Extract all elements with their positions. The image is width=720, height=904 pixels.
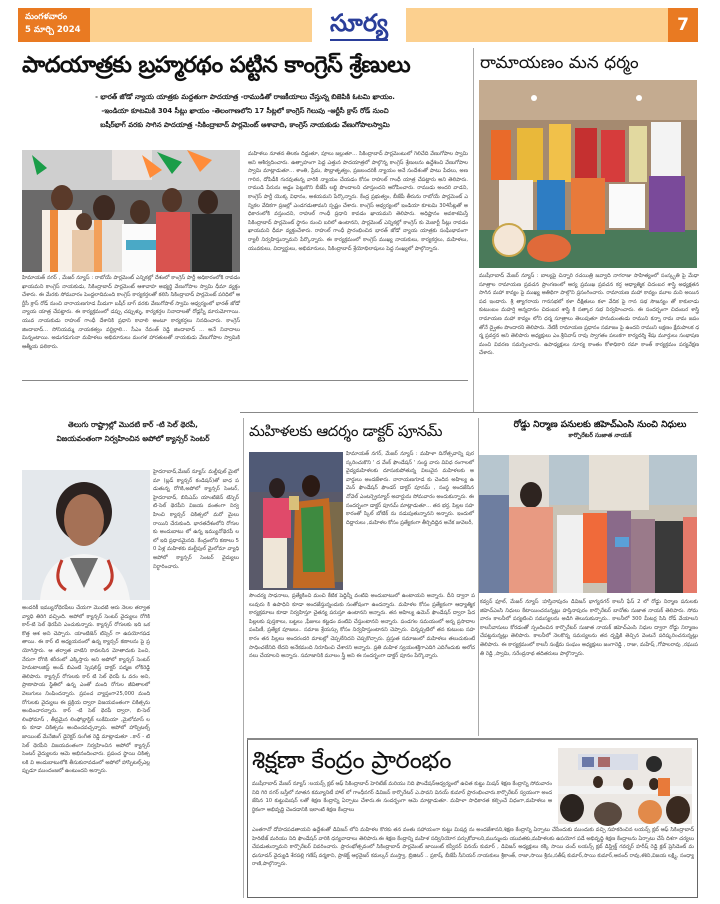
- headline-poonam: మహిళలకు ఆదర్శం డాక్టర్ పూనమ్: [249, 422, 443, 440]
- photo-road-inspection: [479, 455, 697, 593]
- headline-padayatra: పాదయాత్రకు బ్రహ్మరథం పట్టిన కాంగ్రెస్ శ్రేణులు: [22, 52, 411, 78]
- body-training-top: ముషీరాబాద్ మేజర్ న్యూస్ :లయన్స్ క్లబ్ ఆఫ్ సికింద్రాబాద్ హెరిటేజ్ మరియు నిది ఫౌండేషన్ఆధ్వర్యంలో ఉచిత కుట్టు మిషన్ శిక్షణ కేంద్రాన్ని సోమవారం నిది గిరి నగర్ బస్తీలో నూతన కమ్యూనిటీ హాల్ లో గాంధీనగర్ డివిజన్ కార్పొరేటర్ ఎ.పావని వినయ్ కుమార్ ప్రారంభించారు.కార్పొరేటర్ స్వయంగా అందజేసిన 10 కుట్టుమిషన్ లతో శిక్షణ కేంద్రాన్ని ఏర్పాటు చేశారు.ఈ సందర్భంగా ఆమె మాట్లాడుతూ. మహిళా సాధికారత కల్పించే విధంగా,మహిళలు ఆర్థికంగా అభివృద్ధి చెందడానికి ఇలాంటి శిక్షణ కేంద్రాలు: [252, 781, 552, 813]
- headline-training: శిక్షణా కేంద్రం ప్రారంభం: [252, 746, 452, 774]
- column-divider: [473, 48, 474, 412]
- deck-line: బషీర్‌భాగ్ వరకు సాగిన పాదయాత్ర -సికింద్రాబాద్ పార్లమెంట్ ఆశావాది, కాంగ్రెస్ నాయకుడు వేణుగోపాలస్వామి: [100, 121, 390, 129]
- photo-poonam-award: [249, 452, 343, 590]
- weekday: మంగళవారం: [25, 12, 67, 22]
- headline-apollo: [22, 418, 244, 446]
- page-number: 7: [668, 8, 698, 42]
- photo-padayatra-rally: [22, 150, 240, 272]
- deck-line: -ఇండియా కూటమికి 304 సీట్లు ఖాయం -తెలంగాణలోని 17 సీట్లలో కాంగ్రెస్ గెలుపు -ఆర్టీసీ క్రాస్ రోడ్ నుంచి: [101, 107, 389, 115]
- body-training-bottom: ఎంతగానో దోహదపడతాయని ఉద్దేశంతో డివిజన్ లోని మహిళల కొరకు తన వంతు సహాయంగా కుట్టు మిషన్ల ను అందజేశానని,శిక్షణ కేంద్రాన్ని ఏర్పాటు చేసేందుకు ముందుకు వచ్చి సహకరించిన లయన్స్ క్లబ్ ఆఫ్ సికింద్రాబాద్ హెరిటేజ్ మరియు నిది ఫౌండేషన్ వారికి ధన్యవాదాలు తెలిపారు.ఈ శిక్షణ కేంద్రాన్ని మహిళ సద్వినియోగ పర్చుకోవాలని,మున్ముందు యువతకు,మహిళలకు ఉపయోగ పడే అభివృద్ధి శిక్షణ కేంద్రాలను ఏర్పాటు చేసే దిశగా చర్యలు చేపడుతున్నామని కార్పొరేటర్ వివరించారు. ప్రారంభోత్సవంలో సికింద్రాబాద్ పార్లమెంట్ జాయింట్ కన్వీనర్ వినయ్ కుమార్ , డివిజన్ అధ్యక్షులు ఠక్కి సాయి చంద్ లయన్స్ క్లబ్ డిస్ట్రిక్ట్ గవర్నర్ హరీష్ రెడ్డి క్లబ్ ప్రెసిడెంట్ మధుసూదన్ వైద్యుడి శేరపల్లి గణేష్ వర్మకాని, ప్రాజెక్ట్ ఆర్గనైజర్ కమల్కర్ ముస్త్వా, బ్రిజిటర్ .. ప్రకాష్, బీజేపీ సీనియర్ నాయకులు శ్రీకాంత్, రాజా,సాయి శ్రీను,సతీష్ కుమార్,సాయి కుమార్,ఆనంద్ రావు,శశిని,విజయ లక్ష్మి, సంధ్యా రాణి,పాల్గొన్నారు.: [252, 827, 694, 868]
- divider: [22, 380, 468, 381]
- date-box: [18, 8, 90, 42]
- body-road: కవ్వన్ ఫూల్, మేజర్ న్యూస్ :హస్తినాపురం డివిజన్ భాగ్యనగర్ కాలనీ ఫేస్ 2 లో రోడ్డు నిర్మాణ పనులకు జిహెచ్ఎంసి నిధులు కేటాయించనున్నట్లు హస్తినాపురం కార్పొరేటర్ బానోతు సుజాత నాయక్ తెలిపారు. సోమవారం కాలనీలో పర్యటించి సమస్యలను అడిగి తెలుసుకున్నారు.. కాలనీలో 300 మీటర్ల సిసి రోడ్ వేయాలని కాలనీవాసులు కోరడంతో స్పందించిన కార్పొరేటర్ సుజాత నాయక్ జిహెచ్ఎంసి నిధుల ద్వారా రోడ్డు నిర్మాణం చేపట్టనున్నట్లు తెలిపారు. కాలనీలో నెలకొన్న సమస్యలను తన దృష్టికి తెచ్చిన వెంటనే పరిష్కరించనున్నట్లు తెలిపారు. ఈ కార్యక్రమంలో కాలనీ సంక్షేమ సంఘం అధ్యక్షులు జంగారెడ్డి , రాజు, మహేష్ ,గోపాలరావు ,రఘుపతి రెడ్డి ,స్వామి, సరేంద్రనాథ తదితరులు పాల్గొన్నారు.: [480, 599, 698, 657]
- newspaper-logo: [312, 3, 406, 45]
- photo-doctor: [22, 470, 150, 600]
- body-apollo-continued: అందరికీ ఇమ్యునోథెరపీలు చేయగా మొదటి ఆరు నెలల తర్వాత వ్యాధి తిరిగి వచ్చింది. అపోలో క్యాన్సర్ సెంటర్ వైద్యులు రోగికి కార్-టి సెల్ థెరపీని ఎంచుకున్నారు. క్యాన్సర్ రోగులకు ఇది ఒక కొత్త ఆశ అని చెప్పారు. యాంటిజెన్ టిస్సెర్ గా ఉపయోగపడతాయి. ఈ కార్ టి అధ్యయనంలో ఉన్న క్యాన్సర్ కణాలను పై ప్రయోగిస్తారు. ఆ తర్వాత వాటిని కావలసిన మోతాదుకు పెంచి, నేరుగా రోగికి శరీరంలో ఎక్కిస్తారు అని అపోలో క్యాన్సర్ సెంటర్ హెమటాలజిస్ట్ అండ్ బిఎంటి స్పెషలిస్ట్ డాక్టర్ పద్మజ లోకిరెడ్డి తెలిపారు. క్యాన్సర్ రోగులకు కార్ టి సెల్ థెరపీ ఓ వరం అని, ప్రాణాపాయ స్థితిలో ఉన్న ఎంతో మంది రోగుల జీవితాలలో వెలుగులు నింపిందన్నారు. ప్రపంచ వ్యాప్తంగా25,000 మంది రోగులకు వైద్యులు ఈ ప్రక్రియ ద్వారా విజయవంతంగా చికిత్సను అందించారన్నారు. కార్ -టి సెల్ థెరపీ ద్వారా, బి-సెల్ లింఫోమాస్ , తీవ్రమైన లింఫోబ్లాస్టిక్ లుకేమియా ,మైలోమాస్ ల కు కూడా చికిత్సను అందించవచ్చన్నారు. అపోలో హాస్పిటల్స్ జాయింట్ మేనేజింగ్ డైరెక్టర్ సంగీత రెడ్డి మాట్లాడుతూ ..కార్ - టి సెల్ థెరపీని విజయవంతంగా నిర్వహించిన అపోలో క్యాన్సర్ సెంటర్ వైద్యులను ఆమె అభినందించారు. ప్రపంచ స్థాయి చికిత్సలకి వి అందుబాటులోకి తీసుకురావడంలో అపోలో హాస్పిటల్స్ఎల్లప్పుడూ ముందంజలో ఉంటుందని అన్నారు.: [22, 605, 150, 775]
- logo-text: సూర్య: [329, 8, 389, 37]
- body-padayatra-col2: మహిళలు నూతన తిలకం దిద్దుతూ, పూలు జల్లుతూ... సికింద్రాబాద్ పార్లమెంటులో గెలిచేది వేణుగోపాల స్వామి అని ఆశీర్వదించారు. ఉత్సాహంగా పెద్ద ఎత్తున పాదయాత్రలో పాల్గొన్న కాంగ్రెస్ శ్రేణులను ఉద్దేశించి వేణుగోపాల స్వామి మాట్లాడుతూ... శాంతి, ప్రేమ, సౌభ్రాతృత్వం, ప్రజలందరికీ న్యాయం అనే సందేశంతో పాటు పేదలు, అణగారిన, దోపిడీకి గురవుతున్న వారికి న్యాయం చేయడం కోసం రాహుల్ గాంధీ యాత్ర చేపట్టారు అని తెలిపారు. రాముడి పేరును అడ్డం పెట్టుకొని బీజేపీ లబ్ధి పొందాలని చూస్తుందని ఆరోపించారు. రాముడు అందరి వాడని, కాంగ్రెస్ పార్టీ యొక్క విధానం, ఆశయమని పేర్కొన్నారు. కేంద్ర ప్రభుత్వం, బీజేపీ తీరును రాబోయే పార్లమెంట్ ఎన్నికల వేదికగా ప్రజల్లో ఎండగడుతామని స్పష్టం చేశారు. కాంగ్రెస్ ఆధ్వర్యంలో ఇండియా కూటమి 304సీట్లతో అధికారంలోకి వస్తుందని, రాహుల్ గాంధీ ప్రధాని కావడం ఖాయమని తెలిపారు. అధిష్టానం అవకాశమిస్తే సికింద్రాబాద్ పార్లమెంట్ స్థానం నుంచి బరిలో ఉంటానని, పార్లమెంట్ ఎన్నికల్లో కాంగ్రెస్ కు మెజార్టీ సీట్లు రావడం ఖాయమని ధీమా వ్యక్తంచేశారు. రాహుల్ గాంధీ ప్రారంభించిన భారత్ జోడో న్యాయ యాత్రకు సంఘీభావంగా ర్యాలీ నిర్వహిస్తున్నామని పేర్కొన్నారు. ఈ కార్యక్రమంలో కాంగ్రెస్ ముఖ్య నాయకులు, కార్యకర్తలు, మహిళలు, యువకులు, విద్యార్థులు, అభిమానులు, సికింద్రాబాద్ శ్రేయోభిలాషులు పెద్ద సంఖ్యలో పాల్గొన్నారు.: [248, 151, 468, 252]
- photo-training-event: [558, 748, 692, 824]
- date: 5 మార్చి 2024: [25, 25, 81, 35]
- byline-road: కార్పొరేటర్ సుజాత నాయక్: [568, 432, 632, 439]
- headline-road: రోడ్డు నిర్మాణ పనులకు జిహెచ్ఎంసి నుంచి నిధులు: [513, 420, 687, 430]
- logo-underline: [330, 39, 388, 41]
- deck-line: - భారత్ జోడో న్యాయ యాత్రకు మద్దతుగా పాదయాత్ర -రాముడితో రాజకీయాలు చేస్తున్న బిజెపికి ఓటమి ఖాయం.: [95, 93, 395, 101]
- photo-ramayanam-group: [479, 80, 697, 268]
- column-divider: [243, 418, 244, 898]
- body-padayatra-col1: హిమాయత్ నగర్ , మేజర్ న్యూస్ : రాబోయే పార్లమెంట్ ఎన్నికల్లో దేశంలో కాంగ్రెస్ పార్టీ అధికారంలోకి రావడం ఖాయమని కాంగ్రెస్ నాయకుడు, సికింద్రాబాద్ పార్లమెంట్ ఆశావాహ అభ్యర్థి వేణుగోపాల స్వామి ధీమా వ్యక్తం చేశారు. ఈ మేరకు సోమవారం పెంద్దలాదిమంది కాంగ్రెస్ కార్యకర్తలతో కలిసి సికింద్రాబాద్ పార్లమెంట్ పరిధిలో ఆర్టీసీ క్రాస్ రోడ్ నుంచి నారాయణగూడ మీదుగా బషీర్ బాగ్ వరకు వేణుగోపాల్ స్వామి ఆధ్వర్యంలో భారత్ జోడో న్యాయ యాత్ర చేపట్టారు. ఈ కార్యక్రమంలో డప్పు చప్పుళ్ళు, కార్యకర్తల నినాదాలతో రోడ్లన్నీ మారుమోగాయి. యువ నాయకుడు రాహుల్ గాంధీ దేశానికి ప్రధాని కావాలి అంటూ కార్యకర్తలు నినదించారు. కాంగ్రెస్ జిందాబాద్... సోనియమ్మ నాయకత్వం వర్ధిల్లాలి... సీఎం రేవంత్ రెడ్డి జిందాబాద్ ... అనే నినాదాలు మిన్నంటాయి. అడుగడుగునా మహిళలు అభిమానులు మంగళ హారతులతో నాయకుడు వేణుగోపాల స్వామికి ఆత్మీయ పలికారు.: [22, 275, 240, 350]
- divider: [240, 412, 698, 413]
- body-apollo-side: హైదరాబాద్,మేజర్ న్యూస్: మల్టీపుల్ మైలో మా (బ్లడ్ క్యాన్సర్ కండిషన్)తో బాధ పడుతున్న రోగికి,అపోలో క్యాన్సర్ సెంటర్, హైదరాబాద్, బిసిఎమ్ యాంటిజెన్ టిస్సెర్ టి-సెల్ థెరపీని విజయ వంతంగా నిర్వహించి క్యాన్సర్ చికిత్సలో మరో మైలు రాయిని చేరుకుంది. భారతదేశంలోని రోగులకు అందుబాటు లో ఉన్న ఇమ్యునోథెరపీ లలో ఇది ప్రధానమైనది. కేంద్రంలోని కణాలు 50 ఏళ్ల మహిళకు మల్టీపుల్ మైలోమా వ్యాధి అపోలో క్యాన్సర్ సెంటర్ వైద్యులు నిర్ధారించారు.: [153, 469, 239, 570]
- body-ramayanam: ముషీరాబాద్ మేజర్ న్యూస్ : బాల్యపై చిన్నారి రచయిత్రి జవ్వాది నాగరాజు సాహిత్యంలో సంస్కృతి పై మేధా సూత్రాల రామాయణ ప్రవచన ప్రాంగణంలో ఆర్య ప్రముఖ ప్రవచన కర్త ఆధ్యాత్మిక చిదంబర శాస్త్రి అధ్యక్షతన సాగిన మహా కావ్యం పై ముఖ్య అతిథిగా పాల్గొని ప్రసంగించారు. రామాయణ మహా కావ్యం మూల మని అయిన పద ఇందారు. శ్రీ త్యాగరాయ గానసభలో కళా దీక్షితులు కళా వేదిక పై గాన సభ సౌజన్యం తో కాకులాడు కుటుంబం మహర్షి అన్నదానం చిదంబర శాస్త్రి కి సత్కార సభ నిర్వహించారు. ఈ సందర్భంగా చిదంబర శాస్త్రి రామాయణ మహా కావ్యం లోని ధర్మ సూత్రాలు తెలుపుతూ హనుమంతుడు రాముని కన్నా రామ నామ జపం తోనే ద్వైతం పొందారని తెలిపారు. నేటికీ రామాయణ ప్రధానం సమాజం పై ఉందని రాముని లక్షణం క్షేమపాలక ధర్మ ప్రవర్తన అని తెలిపారు అధ్యక్షులు ఎం.శ్రీనివాస్ రావు స్వాగతం పలుకగా కార్యదర్శి శేషు మూర్తులు సంభాషణ మంచి వివరణ సమర్పించారు. ఉపాధ్యక్షులు సూర్య కాంతం కోశాధికారి రమా కాంత్ కార్యక్రమం పర్యవేక్షణ చేశారు.: [479, 273, 699, 357]
- headline-line: విజయవంతంగా నిర్వహించిన అపోలో క్యాన్సర్ సెంటర్: [56, 434, 210, 443]
- headline-line: తెలుగు రాష్ట్రాల్లో మొదటి కార్ -టి సెల్ థెరపీ,: [68, 420, 198, 429]
- headline-ramayanam: రామాయణం మన ధర్మం: [480, 53, 639, 73]
- deck-padayatra: [22, 90, 468, 132]
- body-poonam: సౌందర్య సాధనాలు, ప్రత్యేకించి మంచి కేటిక పెద్దిన్నీ వంటివి అందుబాటులో ఉంటాయని అన్నారు. దీని ద్వారా పలువురు కి ఉపాధిని కూడా అందజేస్తున్నందుకు సంతోషంగా ఉందన్నారు. మహిళల కోసం ప్రత్యేకంగా ఆధ్యాత్మిక కార్యక్రమాలు కూడా నిర్వహిస్తూ చైతన్య పరుస్తూ ఉంటానని అన్నారు. తన అహిల్య ఉమెన్ ఫౌండేషన్ ద్వారా పేద పిల్లలకు పుస్తకాలు, బట్టలు ,ఫీజులు కట్టడం వంటివి చేస్తుంటానని అన్నారు. పండగల సమయంలో అన్న ప్రసాదాల పంపిణీ, ప్రత్యేక పూజలు.. సమాజ శ్రేయస్సు కోసం నిర్వహిస్తుంటానని చెప్పారు. చిన్నప్పటిలో తన కుటుంబ సహకారం తన పిల్లలు అందరందరి మాటల్లో చెప్పలేనిదని చెప్పకొచ్చారు. ప్రస్తుత సమాజంలో మహిళలు తలుచుకుంటే సాధించలేనిది లేదని అనేకమంది నిరూపించి చేశారని అన్నారు. ప్రతి మహిళ స్వయంశక్తిగాఎదిగి ఎదిగేందుకు అలోచనలు చేయాలని అన్నారు. సమాజానికి మూలం స్త్రీ అని ఈ సందర్భంగా డాక్టర్ పూనం పేర్కొన్నారు.: [249, 593, 475, 660]
- body-poonam-side: హిమాయత్ నగర్, మేజర్ న్యూస్ : మహిళా దినోత్సవాన్ని పురస్కరించుకొని ' ద వేంక్ ఫౌండేషన్ ' సంస్థ వారు వివిధ రంగాలలో వైద్యమహిళలకు దూసుకుపోతున్న విలువైన మహిళలకు అవార్డులు అందజేశారు. నారాయణగూడ కు చెందిన అహిల్య ఉమెన్ ఫౌండేషన్ ఫౌండర్ డాక్టర్ పూనమ్ , సంస్థ అందజేసిన నోవెల్ ఎంటర్ప్రెన్యూర్ అవార్డును సోమవారం అందుకున్నారు. ఈ సందర్భంగా డాక్టర్ పూనమ్ మాట్లాడుతూ... తన భర్త, పిల్లల సహకారంతో స్కిల్ బోటిక్ ను నడుపుతున్నానని అన్నారు. ఇందులో దిద్దారులు ,మహిళల కోసం ప్రత్యేకంగా తీర్చిదిద్దిన అనేక జువెలరీ,: [346, 451, 474, 526]
